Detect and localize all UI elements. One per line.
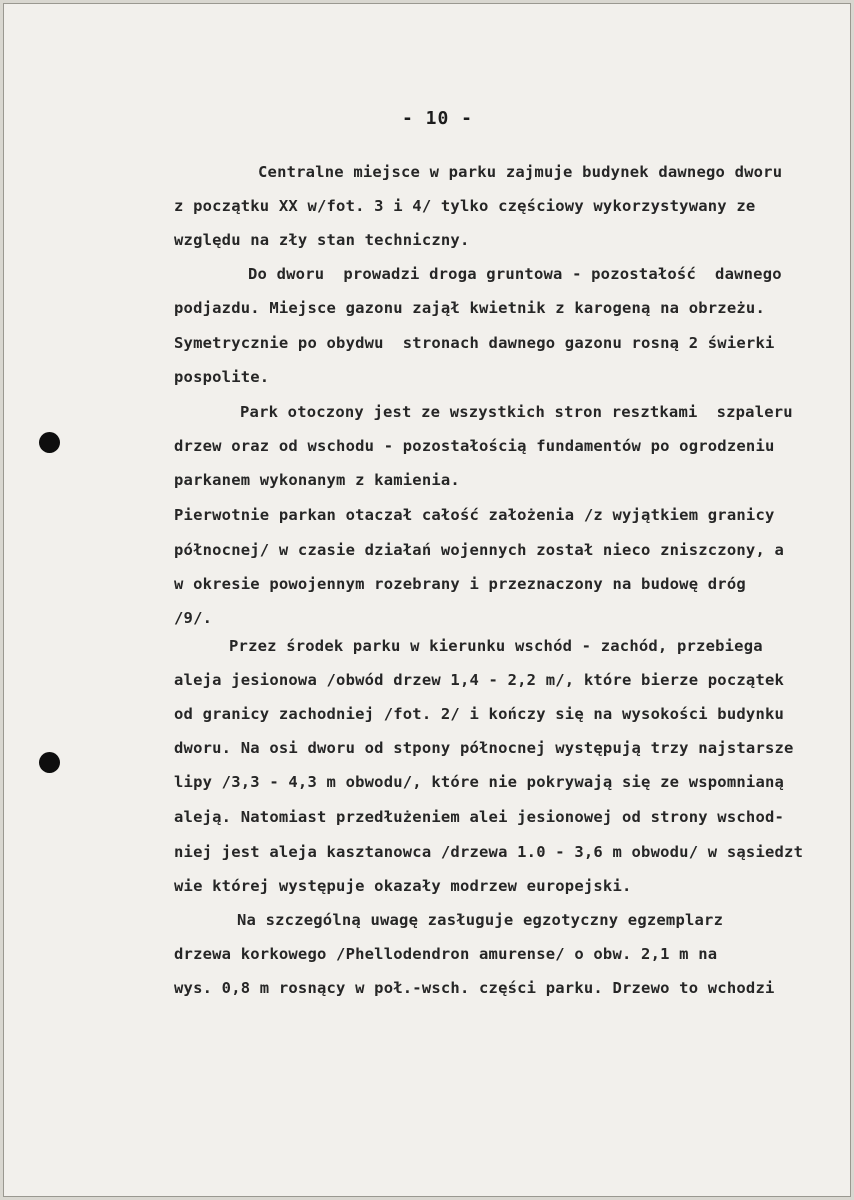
text-line: aleją. Natomiast przedłużeniem alei jesionowej od strony wschod-: [174, 808, 785, 826]
text-line: Pierwotnie parkan otaczał całość założenia /z wyjątkiem granicy: [174, 506, 775, 524]
text-line: drzew oraz od wschodu - pozostałością fundamentów po ogrodzeniu: [174, 437, 775, 455]
text-line: Park otoczony jest ze wszystkich stron resztkami szpaleru: [240, 403, 793, 421]
text-line: Do dworu prowadzi droga gruntowa - pozostałość dawnego: [248, 265, 782, 283]
text-line: wys. 0,8 m rosnący w poł.-wsch. części parku. Drzewo to wchodzi: [174, 979, 775, 997]
text-line: Symetrycznie po obydwu stronach dawnego gazonu rosną 2 świerki: [174, 334, 775, 352]
text-line: względu na zły stan techniczny.: [174, 231, 470, 249]
text-line: w okresie powojennym rozebrany i przeznaczony na budowę dróg: [174, 575, 746, 593]
text-line: lipy /3,3 - 4,3 m obwodu/, które nie pokrywają się ze wspomnianą: [174, 773, 785, 791]
text-line: z początku XX w/fot. 3 i 4/ tylko częściowy wykorzystywany ze: [174, 197, 756, 215]
text-line: dworu. Na osi dworu od stpony północnej występują trzy najstarsze: [174, 739, 794, 757]
punch-hole: [39, 752, 60, 773]
text-line: drzewa korkowego /Phellodendron amurense/ o obw. 2,1 m na: [174, 945, 718, 963]
text-line: aleja jesionowa /obwód drzew 1,4 - 2,2 m/, które bierze początek: [174, 671, 785, 689]
document-page: [3, 3, 851, 1197]
text-line: północnej/ w czasie działań wojennych został nieco zniszczony, a: [174, 541, 785, 559]
text-line: Przez środek parku w kierunku wschód - zachód, przebiega: [229, 637, 763, 655]
text-line: wie której występuje okazały modrzew europejski.: [174, 877, 632, 895]
text-line: podjazdu. Miejsce gazonu zajął kwietnik z karogeną na obrzeżu.: [174, 299, 765, 317]
text-line: od granicy zachodniej /fot. 2/ i kończy się na wysokości budynku: [174, 705, 785, 723]
text-line: parkanem wykonanym z kamienia.: [174, 471, 460, 489]
text-line: Na szczególną uwagę zasługuje egzotyczny egzemplarz: [237, 911, 724, 929]
punch-hole: [39, 432, 60, 453]
page-number: - 10 -: [402, 108, 474, 129]
text-line: pospolite.: [174, 368, 270, 386]
text-line: Centralne miejsce w parku zajmuje budynek dawnego dworu: [258, 163, 783, 181]
text-line: /9/.: [174, 609, 213, 627]
text-line: niej jest aleja kasztanowca /drzewa 1.0 - 3,6 m obwodu/ w sąsiedzt: [174, 843, 804, 861]
